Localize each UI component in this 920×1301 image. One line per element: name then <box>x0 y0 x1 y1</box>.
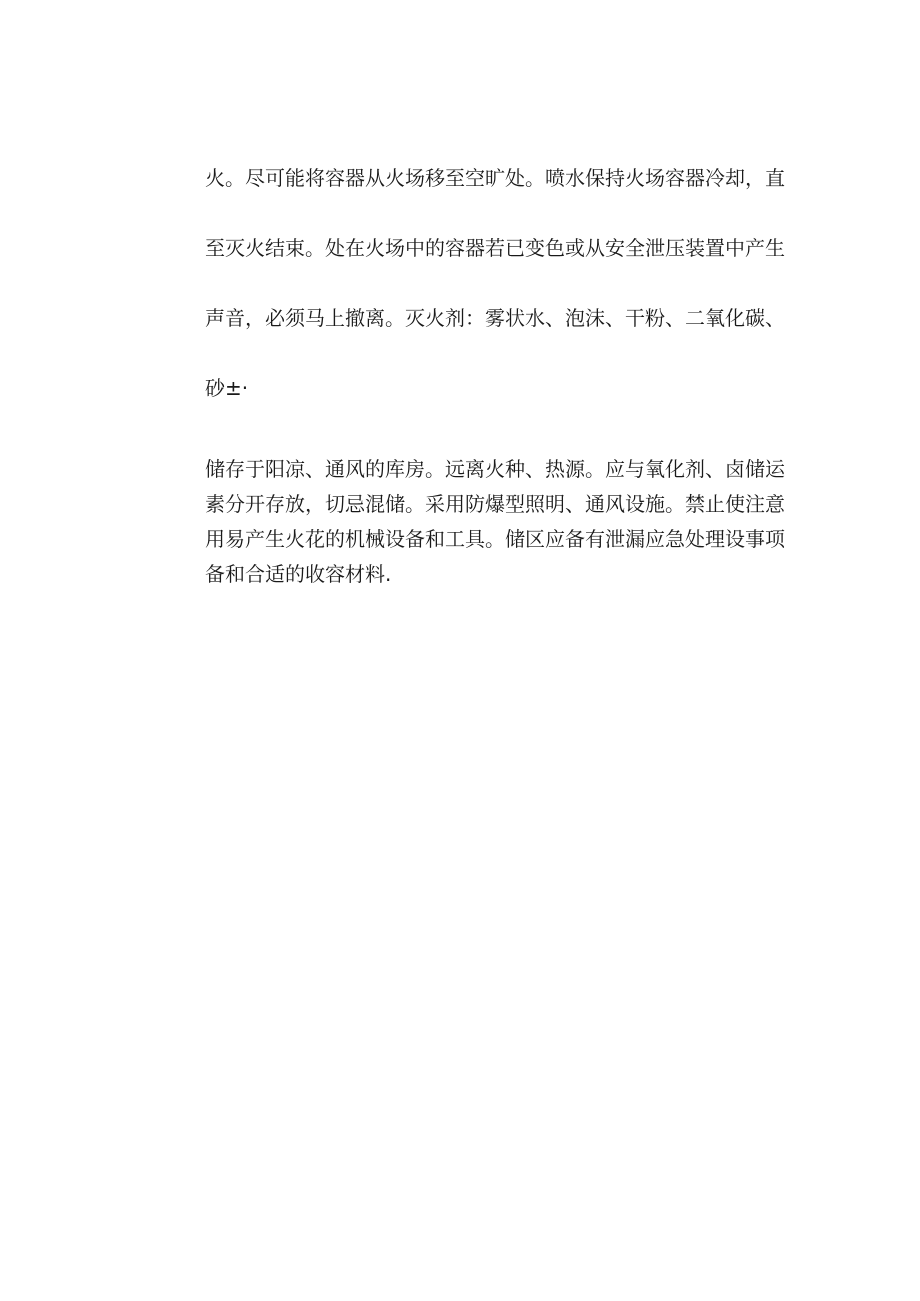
text-line: 砂±· <box>205 376 249 400</box>
text-line: 素分开存放，切忌混储。采用防爆型照明、通风设施。禁止使注意 <box>205 492 785 516</box>
text-line: 至灭火结束。处在火场中的容器若已变色或从安全泄压装置中产生 <box>205 236 785 260</box>
storage-paragraph <box>205 452 805 592</box>
text-line: 用易产生火花的机械设备和工具。储区应备有泄漏应急处理设事项 <box>205 527 785 551</box>
text-line: 声音，必须马上撤离。灭火剂：雾状水、泡沫、干粉、二氧化碳、 <box>205 306 785 330</box>
text-line: 火。尽可能将容器从火场移至空旷处。喷水保持火场容器冷却，直 <box>205 166 785 190</box>
text-line: 备和合适的收容材料. <box>205 562 392 586</box>
text-line: 储存于阳凉、通风的库房。远离火种、热源。应与氧化剂、卤储运 <box>205 457 785 481</box>
fire-fighting-paragraph <box>205 160 805 406</box>
